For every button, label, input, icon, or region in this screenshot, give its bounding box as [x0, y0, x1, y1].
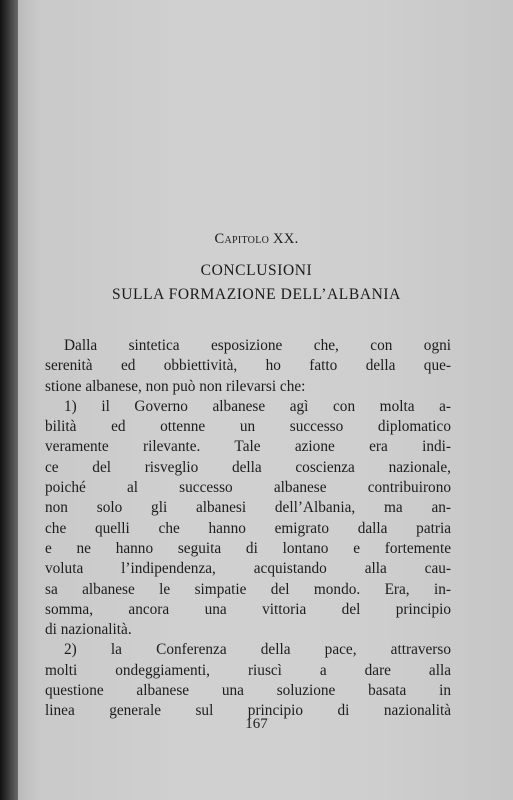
text-line: molti ondeggiamenti, riuscì a dare alla — [45, 661, 451, 679]
text-line: veramente rilevante. Tale azione era indi- — [45, 438, 451, 456]
text-line: e ne hanno seguita di lontano e fortemente — [45, 539, 451, 557]
text-line: Dalla sintetica esposizione che, con ogni — [64, 337, 451, 354]
text-line: voluta l’indipendenza, acquistando alla cau- — [45, 560, 451, 578]
text-line: stione albanese, non può non rilevarsi che: — [45, 377, 306, 395]
text-line: che quelli che hanno emigrato dalla patria — [45, 519, 451, 537]
chapter-heading: Capitolo XX. — [214, 231, 299, 247]
chapter-title-line-1: CONCLUSIONI — [200, 262, 313, 279]
text-line: poiché al successo albanese contribuirono — [45, 479, 451, 497]
text-line: ce del risveglio della coscienza nazionale, — [45, 458, 451, 476]
text-line: 2) la Conferenza della pace, attraverso — [64, 641, 451, 659]
text-line: di nazionalità. — [45, 621, 132, 639]
text-line: questione albanese una soluzione basata in — [45, 682, 451, 700]
text-line: sa albanese le simpatie del mondo. Era, in- — [45, 580, 451, 598]
text-line: serenità ed obbiettività, ho fatto della que- — [45, 357, 451, 375]
text-line: linea generale sul principio di nazionalità — [45, 702, 451, 720]
page-number: 167 — [245, 716, 268, 732]
text-line: bilità ed ottenne un successo diplomatico — [45, 418, 451, 436]
text-line: somma, ancora una vittoria del principio — [45, 600, 451, 618]
body-text — [45, 336, 451, 722]
book-spine-shadow — [0, 0, 18, 800]
text-line: non solo gli albanesi dell’Albania, ma an- — [45, 499, 451, 517]
chapter-title-line-2: SULLA FORMAZIONE DELL’ALBANIA — [112, 286, 401, 303]
text-line: 1) il Governo albanese agì con molta a- — [64, 397, 451, 415]
